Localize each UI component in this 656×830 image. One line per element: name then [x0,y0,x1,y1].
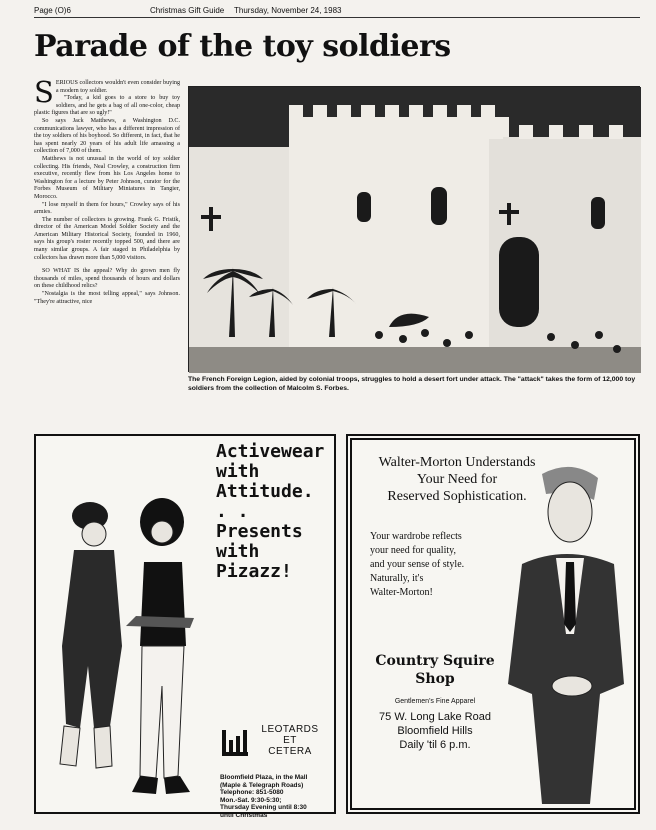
article-paragraph: SO WHAT IS the appeal? Why do grown men fly thousands of miles, spend thousands of hours and dollars on these childhood relics? [34,268,180,290]
walter-morton-title: Walter-Morton Understands Your Need for Reserved Sophistication. [378,455,536,504]
fort-illustration [189,87,641,373]
article-paragraph: SERIOUS collectors wouldn't even consider buying a modern toy soldier. [34,75,180,109]
article-paragraph: So says Jack Matthews, a Washington D.C. communications lawyer, who has a different impression of the toy soldiers of his boyhood. So different, in fact, that he has spent nearly 20 years of his adult life amassing a collection of 7,000 of them. [34,117,180,155]
models-illustration [40,466,216,810]
activewear-store-info: Bloomfield Plaza, in the Mall (Maple & Telegraph Roads) Telephone: 851-5080 Mon.-Sat. 9:30-5:30; Thursday Evening until 8:30 until Christmas [220,774,308,819]
section-name: Christmas Gift Guide [150,6,225,15]
leotards-et-cetera-logo: LEOTARDS ET CETERA [220,724,332,774]
issue-date: Thursday, November 24, 1983 [234,6,342,15]
photo-caption: The French Foreign Legion, aided by colonial troops, struggles to hold a desert fort under attack. The "attack" takes the form of 12,000 toy soldiers from the collection of Malcolm S. Forbes. [188,376,636,392]
figures-icon [220,728,250,758]
article-body [34,75,180,306]
shop-tagline: Gentlemen's Fine Apparel [394,698,476,705]
toy-fort-photo [188,86,640,372]
country-squire-shop-logo: Country Squire Shop [375,653,495,687]
walter-morton-body: Your wardrobe reflects your need for quality, and your sense of style. Naturally, it's Walter-Morton! [370,531,465,598]
article-paragraph: The number of collectors is growing. Frank G. Fristik, director of the American Model Soldier Society and the American Military Historical Society, founded in 1960, says his group's roster recently topped 500, and there are many similar groups. A fair staged in Philadelphia by collectors has drawn more than 5,000 visitors. [34,216,180,261]
article-paragraph: "Nostalgia is the most telling appeal," says Johnson. "They're attractive, nice [34,291,180,305]
drop-cap: S [34,75,54,109]
activewear-headline: Activewear with Attitude. . . Presents with Pizazz! [216,441,325,582]
shop-address: 75 W. Long Lake Road Bloomfield Hills Daily 'til 6 p.m. [379,711,491,751]
page-header [34,6,640,18]
article-headline: Parade of the toy soldiers [34,29,451,64]
article-paragraph: "Today, a kid goes to a store to buy toy soldiers, and he gets a bag of all one-color, cheap plastic figures that are so ugly!" [34,95,180,117]
activewear-ad [34,434,336,819]
man-in-suit-illustration [502,454,632,804]
walter-morton-ad [346,434,640,814]
article-paragraph: Matthews is not unusual in the world of toy soldier collecting. His friends, Neal Crowley, a construction firm executive, recently flew from his Los Angeles home to Washington for a lecture by Peter Johnson, curator for the Forbes Museum of Military Miniatures in Tangier, Morocco. [34,155,180,200]
page-number: Page (O)6 [34,6,71,15]
article-paragraph: "I lose myself in them for hours," Crowley says of his armies. [34,201,180,216]
